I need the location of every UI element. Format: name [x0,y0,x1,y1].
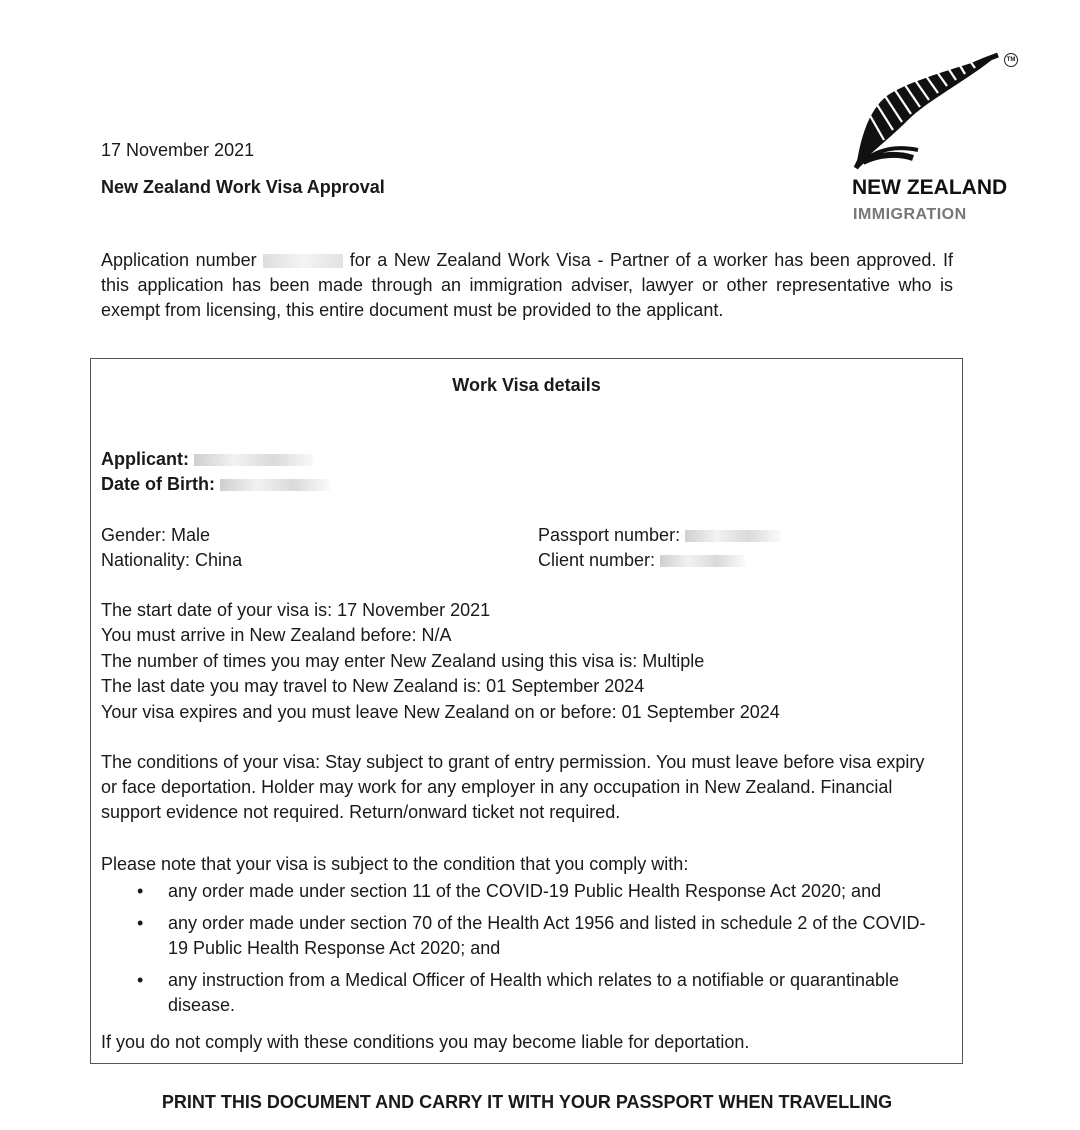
print-instruction: PRINT THIS DOCUMENT AND CARRY IT WITH YOUR PASSPORT WHEN TRAVELLING [161,1092,893,1112]
list-item [101,968,941,1018]
details-heading: Work Visa details [452,375,601,395]
letter-title: New Zealand Work Visa Approval [101,177,385,197]
applicant-label: Applicant: [101,449,189,469]
compliance-note: Please note that your visa is subject to the condition that you comply with: [101,854,689,874]
redacted-passport-number [685,530,780,542]
redacted-application-number [263,254,343,268]
last-travel-text: The last date you may travel to New Zealand is: 01 September 2024 [101,676,645,696]
passport-row [538,523,780,548]
letter-date: 17 November 2021 [101,140,255,160]
passport-label: Passport number: [538,525,681,545]
nz-immigration-logo [848,50,1023,225]
bullet-icon: • [137,881,144,901]
entries-text: The number of times you may enter New Zealand using this visa is: Multiple [101,651,705,671]
list-item-text: any instruction from a Medical Officer of Health which relates to a notifiable or quarantinable disease. [168,970,900,1015]
dob-row [101,472,330,497]
bullet-icon: • [137,913,144,933]
dob-label: Date of Birth: [101,474,215,494]
logo-wordmark: NEW ZEALAND [852,176,1008,199]
list-item [101,911,941,961]
trademark-icon: TM [1004,53,1018,67]
applicant-row [101,447,314,472]
list-item [101,879,941,904]
deportation-warning: If you do not comply with these conditions you may become liable for deportation. [101,1032,750,1052]
conditions-list [101,879,941,1025]
list-item-text: any order made under section 70 of the Health Act 1956 and listed in schedule 2 of the COVID-19 Public Health Response Act 2020; and [168,913,926,958]
conditions-paragraph: The conditions of your visa: Stay subject to grant of entry permission. You must leave before visa expiry or face deportation. Holder may work for any employer in any occupation in New Zealand. Financial support evidence not required. Return/onward ticket not required. [101,752,925,822]
logo-subtitle: IMMIGRATION [853,206,967,223]
list-item-text: any order made under section 11 of the COVID-19 Public Health Response Act 2020; and [168,881,882,901]
intro-paragraph [101,248,953,323]
intro-text-before: Application number [101,250,257,270]
client-row [538,548,745,573]
intro-text-after: for a New Zealand Work Visa - Partner of a worker has been approved. If this application has been made through an immigration adviser, lawyer or other representative who is exempt from licensing, this entire document must be provided to the applicant. [101,250,953,320]
gender-text: Gender: Male [101,525,211,545]
work-visa-details-box [90,358,963,1064]
bullet-icon: • [137,970,144,990]
client-label: Client number: [538,550,656,570]
redacted-applicant-name [194,454,314,466]
redacted-dob [220,479,330,491]
arrive-before-text: You must arrive in New Zealand before: N/A [101,625,452,645]
redacted-client-number [660,555,745,567]
silver-fern-icon [848,50,1008,175]
nationality-text: Nationality: China [101,550,243,570]
start-date-text: The start date of your visa is: 17 November 2021 [101,600,491,620]
expiry-text: Your visa expires and you must leave New Zealand on or before: 01 September 2024 [101,702,780,722]
